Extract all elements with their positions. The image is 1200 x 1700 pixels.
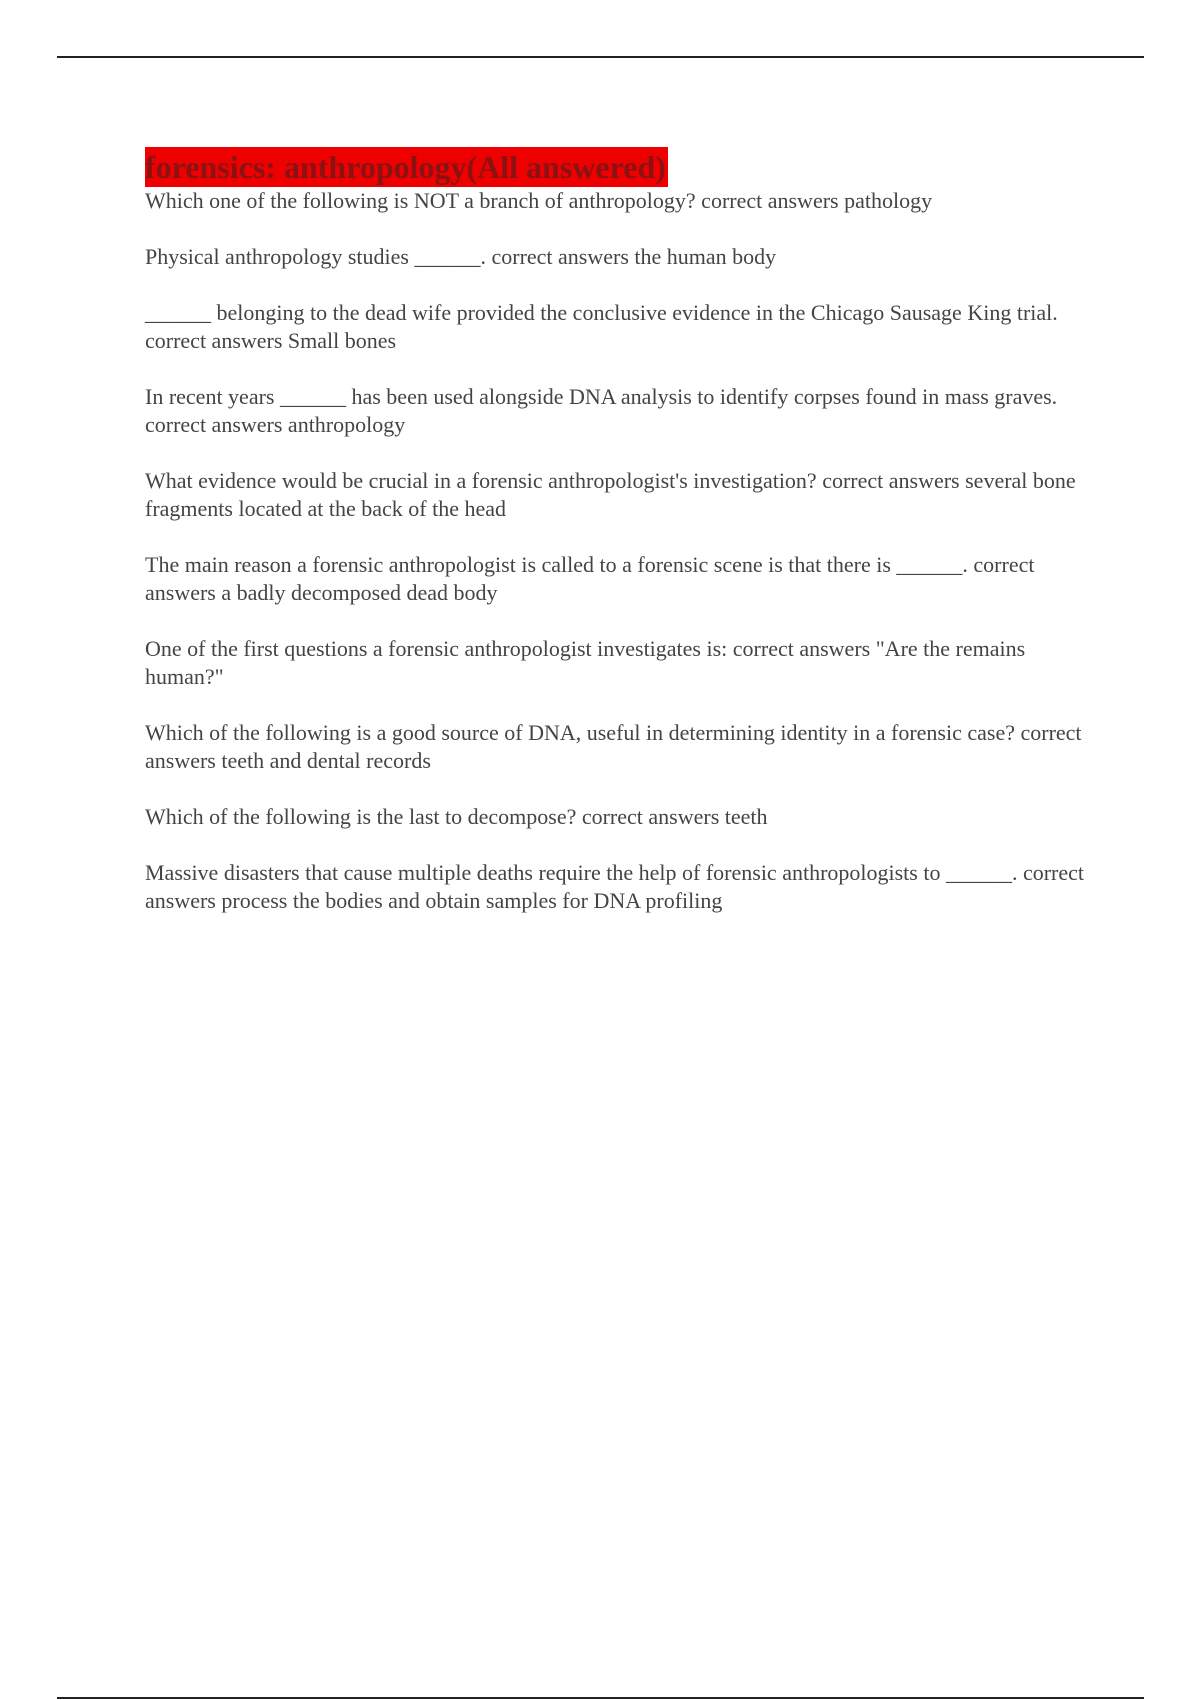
document-title-wrap xyxy=(145,147,1100,187)
qa-item-9: Which of the following is the last to decompose? correct answers teeth xyxy=(145,804,768,829)
header-rule xyxy=(57,56,1144,58)
qa-item-5: What evidence would be crucial in a forensic anthropologist's investigation? correct answers several bone fragments located at the back of the head xyxy=(145,468,1076,521)
qa-item-1: Which one of the following is NOT a branch of anthropology? correct answers pathology xyxy=(145,188,933,213)
qa-item-4: In recent years ______ has been used alongside DNA analysis to identify corpses found in mass graves. correct answers anthropology xyxy=(145,384,1058,437)
footer-rule xyxy=(57,1697,1144,1699)
qa-item-10: Massive disasters that cause multiple deaths require the help of forensic anthropologists to ______. correct answers process the bodies and obtain samples for DNA profiling xyxy=(145,860,1085,913)
qa-item-3: ______ belonging to the dead wife provided the conclusive evidence in the Chicago Sausage King trial. correct answers Small bones xyxy=(145,300,1058,353)
qa-item-7: One of the first questions a forensic anthropologist investigates is: correct answers "Are the remains human?" xyxy=(145,636,1026,689)
document-body xyxy=(145,147,1100,943)
qa-item-8: Which of the following is a good source of DNA, useful in determining identity in a forensic case? correct answers teeth and dental records xyxy=(145,720,1082,773)
qa-item-2: Physical anthropology studies ______. correct answers the human body xyxy=(145,244,777,269)
document-title: forensics: anthropology(All answered) xyxy=(145,149,666,185)
qa-item-6: The main reason a forensic anthropologist is called to a forensic scene is that there is ______. correct answers a badly decomposed dead body xyxy=(145,552,1035,605)
